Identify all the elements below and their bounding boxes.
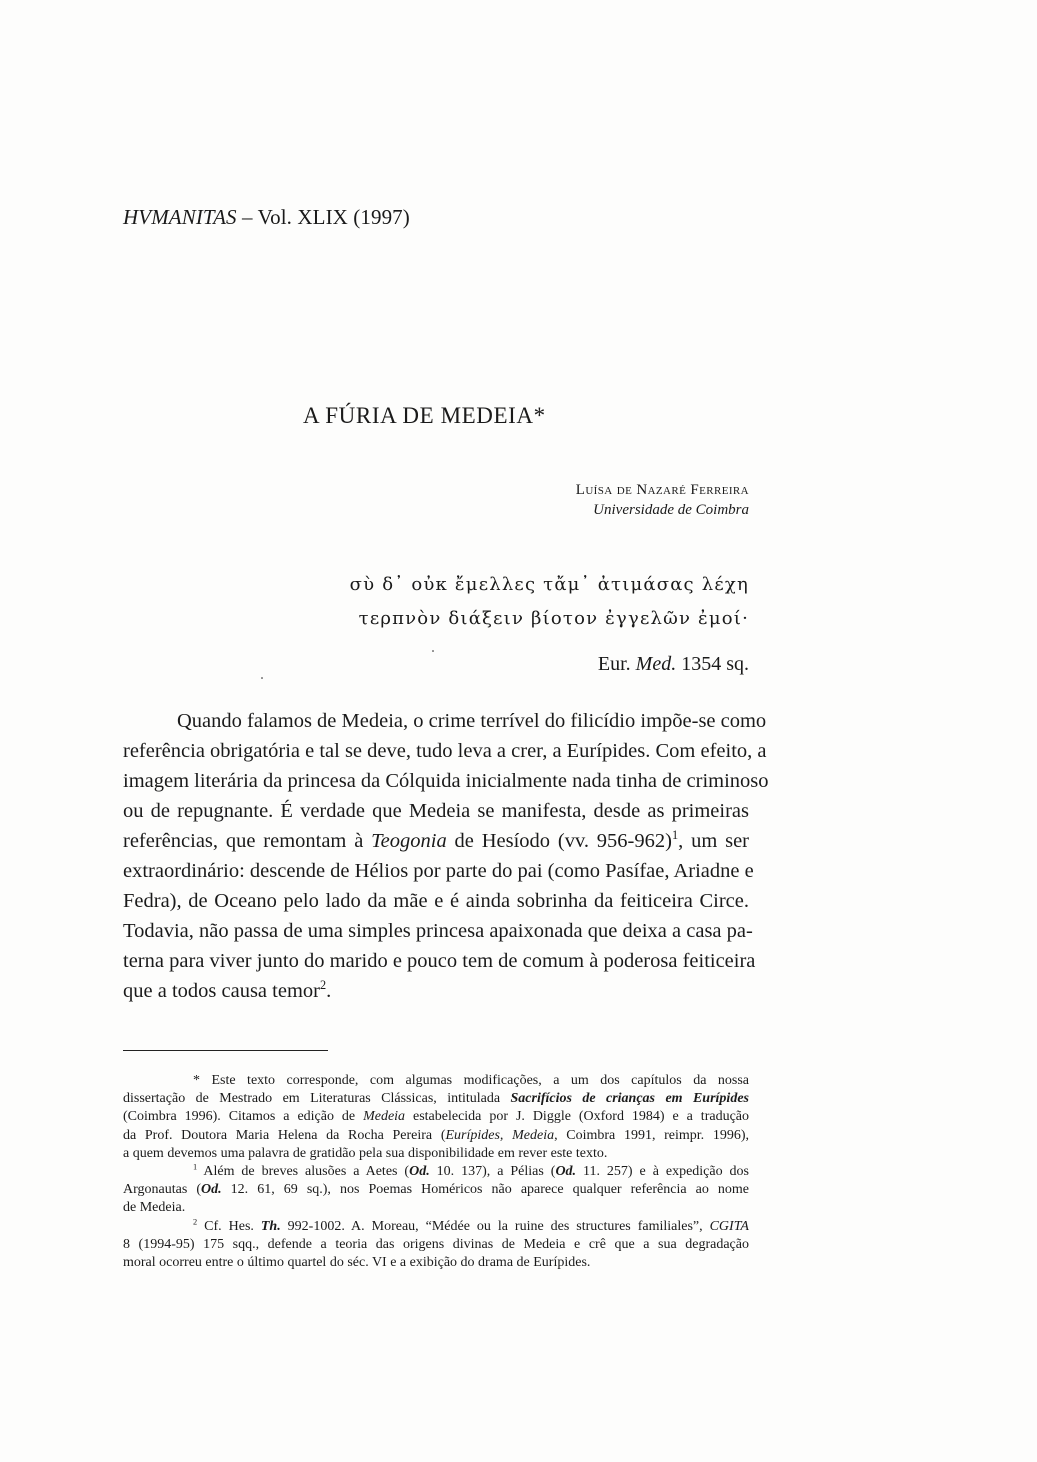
journal-name: HVMANITAS — [123, 205, 237, 229]
footnote-fragment: da Prof. Doutora Maria Helena da Rocha Pereira ( — [123, 1127, 446, 1143]
footnote-fragment: 12. 61, 69 sq.), nos Poemas Homéricos não aparece qualquer referência ao nome — [221, 1182, 749, 1198]
footnote-line: * Este texto corresponde, com algumas modificações, a um dos capítulos da nossa — [193, 1073, 749, 1088]
footnote-fragment: (Coimbra 1996). Citamos a edição de — [123, 1109, 364, 1125]
footnote-line — [123, 1090, 749, 1108]
footnote-line — [123, 1108, 749, 1126]
body-line — [123, 976, 749, 1006]
body-line: extraordinário: descende de Hélios por parte do pai (como Pasífae, Ariadne e — [123, 860, 754, 882]
footnote-ref[interactable]: 2 — [319, 978, 327, 993]
epigraph-source-lines: 1354 sq. — [676, 653, 749, 675]
greek-epigraph — [350, 568, 749, 636]
journal-header — [123, 205, 410, 230]
footnote-fragment: Argonautas ( — [123, 1182, 201, 1198]
body-line: Fedra), de Oceano pelo lado da mãe e é ainda sobrinha da feiticeira Circe. — [123, 890, 749, 912]
body-line: terna para viver junto do marido e pouco tem de comum à poderosa feiticeira — [123, 950, 756, 972]
footnote-fragment: dissertação de Mestrado em Literaturas Clássicas, intitulada — [123, 1091, 511, 1107]
scan-speck — [432, 650, 434, 652]
body-italic-fragment: Teogonia — [371, 830, 447, 852]
epigraph-line: σὺ δ᾽ οὐκ ἔμελλες τἄμ᾽ ἀτιμάσας λέχη — [349, 574, 749, 595]
footnote-number: 2 — [193, 1216, 198, 1226]
footnote-line — [123, 1163, 749, 1181]
footnote-line: 8 (1994-95) 175 sqq., defende a teoria das origens divinas de Medeia e crê que a sua degradação — [123, 1236, 749, 1252]
body-text-fragment: que a todos causa temor — [123, 980, 320, 1002]
body-line: Quando falamos de Medeia, o crime terrível do filicídio impõe-se como — [177, 710, 767, 732]
footnote-line: a quem devemos uma palavra de gratidão pela sua disponibilidade em rever este texto. — [123, 1145, 608, 1161]
epigraph-source-work: Med. — [635, 653, 677, 675]
author-affiliation: Universidade de Coimbra — [593, 502, 749, 518]
body-line: ou de repugnante. É verdade que Medeia se manifesta, desde as primeiras — [123, 800, 749, 822]
footnote-line: moral ocorreu entre o último quartel do séc. VI e a exibição do drama de Eurípides. — [123, 1255, 591, 1271]
footnote-italic-fragment: Medeia — [363, 1109, 406, 1125]
body-line: Todavia, não passa de uma simples princesa apaixonada que deixa a casa pa- — [123, 920, 753, 942]
epigraph-source — [598, 653, 749, 676]
footnote-ref[interactable]: 1 — [671, 828, 679, 843]
footnote-italic-fragment: Eurípides, Medeia — [445, 1127, 555, 1143]
footnote-number: 1 — [193, 1162, 198, 1172]
footnote-italic-fragment: Od. — [201, 1182, 222, 1198]
footnote-fragment: estabelecida por J. Diggle (Oxford 1984) e a tradução — [405, 1109, 749, 1125]
footnote-fragment: Além de breves alusões a Aetes ( — [197, 1164, 410, 1180]
footnote-line — [123, 1181, 749, 1199]
body-line — [123, 826, 749, 856]
scan-speck — [261, 677, 263, 679]
footnote-line — [123, 1127, 749, 1145]
footnote-fragment: 10. 137), a Pélias ( — [429, 1164, 556, 1180]
body-text-fragment: . — [326, 980, 332, 1002]
footnote-fragment: 992-1002. A. Moreau, “Médée ou la ruine des structures familiales”, — [280, 1218, 710, 1234]
author-block — [576, 480, 749, 520]
footnote-italic-fragment: Od. — [555, 1164, 577, 1180]
footnote-italic-fragment: Sacrifícios de crianças em Eurípides — [510, 1091, 749, 1107]
body-line: imagem literária da princesa da Cólquida inicialmente nada tinha de criminoso — [123, 770, 769, 792]
footnotes — [123, 1072, 749, 1272]
footnote-line — [123, 1218, 749, 1236]
footnote-italic-fragment: Od. — [409, 1164, 430, 1180]
article-title: A FÚRIA DE MEDEIA* — [303, 403, 546, 428]
body-text-fragment: de Hesíodo (vv. 956-962) — [446, 830, 672, 852]
footnote-fragment: Cf. Hes. — [197, 1218, 261, 1234]
epigraph-source-author: Eur. — [597, 653, 636, 675]
body-line: referência obrigatória e tal se deve, tudo leva a crer, a Eurípides. Com efeito, a — [123, 740, 767, 762]
footnote-line: de Medeia. — [123, 1200, 186, 1216]
footnote-fragment: 11. 257) e à expedição dos — [576, 1164, 750, 1180]
footnote-separator — [123, 1050, 328, 1051]
footnote-italic-fragment: CGITA — [709, 1218, 749, 1234]
epigraph-line: τερπνὸν διάξειν βίοτον ἐγγελῶν ἐμοί· — [358, 608, 749, 629]
body-text-fragment: referências, que remontam à — [123, 830, 372, 852]
body-paragraph — [123, 706, 769, 1006]
footnote-fragment: , Coimbra 1991, reimpr. 1996), — [554, 1127, 750, 1143]
journal-volume: – Vol. XLIX (1997) — [236, 205, 410, 229]
footnote-italic-fragment: Th. — [260, 1218, 281, 1234]
body-text-fragment: , um ser — [678, 830, 749, 852]
author-name: Luísa de Nazaré Ferreira — [575, 482, 749, 498]
